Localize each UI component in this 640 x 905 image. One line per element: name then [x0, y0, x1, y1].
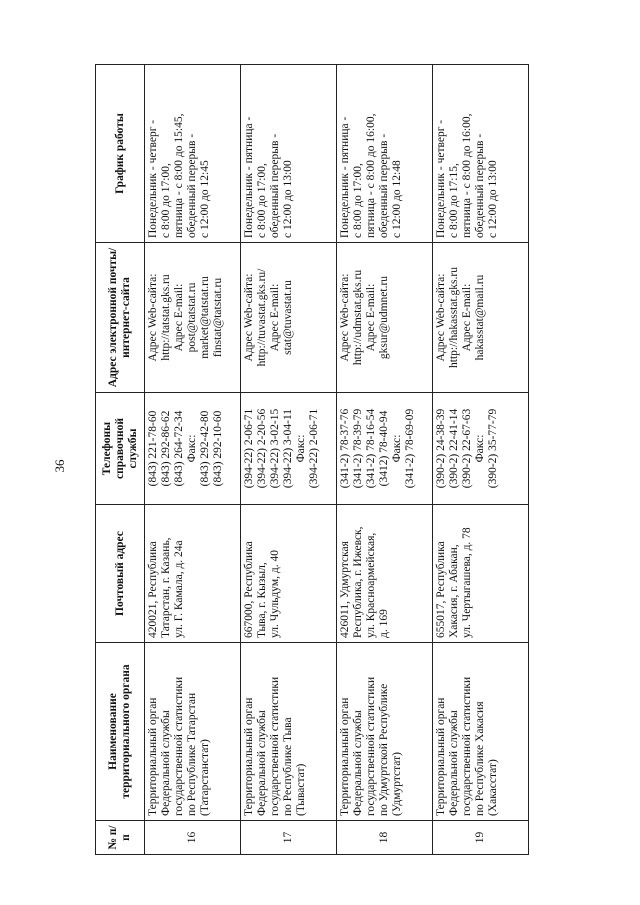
cell-schedule-line: Понедельник - пятница -	[339, 116, 351, 238]
cell-schedule-line: пятница - с 8:00 до 16:00,	[461, 113, 473, 238]
cell-web	[145, 243, 241, 393]
cell-address-line: д. 169	[378, 609, 390, 638]
cell-web-line: http://hakasstat.gks.ru	[448, 267, 460, 368]
cell-web-line: Адрес Web-сайта:	[435, 273, 447, 362]
cell-address	[145, 505, 241, 643]
cell-phones-line: (394-22) 3-04-11	[282, 408, 294, 489]
cell-schedule-line: обеденный перерыв -	[269, 133, 281, 238]
cell-web	[433, 243, 529, 393]
cell-phones	[241, 393, 337, 505]
cell-name	[337, 643, 433, 821]
cell-phones-line: (394-22) 2-06-71	[308, 408, 320, 489]
cell-web-line: Адрес E-mail:	[461, 283, 473, 352]
cell-phones-line: (843) 292-86-62	[160, 410, 172, 487]
cell-schedule-line: с 12:00 до 12:48	[391, 160, 403, 238]
cell-schedule-line: Понедельник - пятница -	[243, 116, 255, 238]
header-num: № п/п	[96, 821, 145, 855]
cell-web-line: finstat@tatstat.ru	[212, 277, 224, 358]
cell-web-line: Адрес Web-сайта:	[339, 273, 351, 362]
cell-name-line: Федеральной службы	[256, 710, 268, 816]
cell-address-line: ул. Г. Камала, д. 24а	[173, 540, 185, 638]
cell-name-line: (Татарстанстат)	[199, 739, 211, 816]
cell-name-line: Территориальный орган	[243, 697, 255, 816]
cell-schedule-line: с 8:00 до 17:00,	[160, 163, 172, 238]
cell-web-line: hakasstat@mail.ru	[474, 274, 486, 361]
cell-web-line: post@tatstat.ru	[186, 282, 198, 353]
cell-web-line: http://tuvastat.gks.ru/	[256, 268, 268, 367]
table-row	[433, 65, 529, 855]
cell-schedule	[145, 65, 241, 243]
cell-name-line: государственной статистики	[173, 676, 185, 816]
cell-name	[433, 643, 529, 821]
cell-phones-line: (390-2) 24-38-39	[435, 408, 447, 489]
cell-num: 18	[337, 821, 433, 855]
cell-address-line: ул. Красноармейская,	[365, 532, 377, 638]
cell-name-line: Территориальный орган	[147, 697, 159, 816]
cell-phones-line: (843) 292-10-60	[212, 410, 224, 487]
cell-name-line: Федеральной службы	[160, 710, 172, 816]
cell-schedule	[337, 65, 433, 243]
header-address: Почтовый адрес	[96, 505, 145, 643]
cell-address-line: 655017, Республика	[435, 541, 447, 638]
cell-name-line: по Удмуртской Республике	[378, 683, 390, 816]
cell-phones-line: Факс:	[474, 434, 486, 463]
cell-name-line: (Удмуртстат)	[391, 752, 403, 816]
cell-phones	[337, 393, 433, 505]
cell-phones-line: (394-22) 2-20-56	[256, 408, 268, 489]
cell-name-line: государственной статистики	[269, 676, 281, 816]
cell-name-line: Федеральной службы	[352, 710, 364, 816]
cell-web-line: market@tatstat.ru	[199, 276, 211, 359]
cell-web-line: gksur@udmnet.ru	[378, 275, 390, 360]
cell-web-line: http://udmstat.gks.ru	[352, 269, 364, 366]
cell-phones-line: Факс:	[186, 434, 198, 463]
cell-phones-line: Факс:	[295, 434, 307, 463]
header-web: Адрес электронной почты/ интернет-сайта	[96, 243, 145, 393]
cell-address-line: 420021, Республика	[147, 541, 159, 638]
cell-phones-line: (394-22) 3-02-15	[269, 408, 281, 489]
cell-schedule	[433, 65, 529, 243]
cell-schedule	[241, 65, 337, 243]
cell-name-line: по Республике Хакасия	[474, 701, 486, 816]
cell-name-line: государственной статистики	[461, 676, 473, 816]
cell-address	[241, 505, 337, 643]
cell-phones-line: (3412) 78-40-94	[378, 410, 390, 487]
cell-address-line: Республика, г. Ижевск,	[352, 526, 364, 638]
cell-phones-line: (341-2) 78-16-54	[365, 408, 377, 489]
cell-name-line: по Республике Татарстан	[186, 692, 198, 816]
cell-web	[337, 243, 433, 393]
cell-schedule-line: Понедельник - четверг -	[147, 119, 159, 238]
cell-phones-line: (843) 221-78-60	[147, 410, 159, 487]
cell-schedule-line: с 12:00 до 13:00	[282, 160, 294, 238]
cell-phones-line: (390-2) 35-77-79	[487, 408, 499, 489]
cell-name-line: Территориальный орган	[435, 697, 447, 816]
cell-address-line: 667000, Республика	[243, 541, 255, 638]
cell-phones	[145, 393, 241, 505]
cell-address	[433, 505, 529, 643]
table-row	[241, 65, 337, 855]
cell-address-line: Татарстан, г. Казань,	[160, 537, 172, 638]
cell-phones-line: (390-2) 22-41-14	[448, 408, 460, 489]
table-row	[145, 65, 241, 855]
offices-table	[95, 64, 529, 855]
cell-name-line: (Хакасстат)	[487, 759, 499, 816]
cell-name	[241, 643, 337, 821]
cell-web-line: Адрес Web-сайта:	[243, 273, 255, 362]
cell-name-line: государственной статистики	[365, 676, 377, 816]
cell-web-line: Адрес Web-сайта:	[147, 273, 159, 362]
table-row	[337, 65, 433, 855]
cell-address-line: Тыва, г. Кызыл,	[256, 562, 268, 638]
cell-schedule-line: Понедельник - четверг -	[435, 119, 447, 238]
cell-phones-line: (390-2) 22-67-63	[461, 408, 473, 489]
cell-schedule-line: обеденный перерыв -	[378, 133, 390, 238]
cell-schedule-line: с 12:00 до 12:45	[199, 160, 211, 238]
cell-schedule-line: с 8:00 до 17:00,	[352, 163, 364, 238]
cell-phones-line: (394-22) 2-06-71	[243, 408, 255, 489]
cell-web	[241, 243, 337, 393]
cell-phones-line: (843) 292-42-80	[199, 410, 211, 487]
cell-num: 16	[145, 821, 241, 855]
cell-num: 19	[433, 821, 529, 855]
cell-name-line: Территориальный орган	[339, 697, 351, 816]
cell-schedule-line: с 8:00 до 17:00,	[256, 163, 268, 238]
header-phones: Телефоны справочной службы	[96, 393, 145, 505]
cell-address	[337, 505, 433, 643]
cell-web-line: Адрес E-mail:	[173, 283, 185, 352]
cell-phones-line: (341-2) 78-69-09	[404, 408, 416, 489]
cell-phones-line: (341-2) 78-39-79	[352, 408, 364, 489]
cell-name-line: по Республике Тыва	[282, 717, 294, 816]
cell-phones-line: (843) 264-72-34	[173, 410, 185, 487]
cell-phones-line: Факс:	[391, 434, 403, 463]
cell-name-line: (Тывастат)	[295, 763, 307, 816]
table-body	[145, 65, 529, 855]
cell-phones-line: (341-2) 78-37-76	[339, 408, 351, 489]
cell-web-line: stat@tuvastat.ru	[282, 280, 294, 355]
header-schedule: График работы	[96, 65, 145, 243]
cell-address-line: ул. Чульдум, д. 40	[269, 549, 281, 638]
cell-schedule-line: обеденный перерыв -	[186, 133, 198, 238]
cell-schedule-line: пятница - с 8:00 до 15:45,	[173, 113, 185, 238]
cell-web-line: Адрес E-mail:	[269, 283, 281, 352]
page-number: 36	[52, 459, 67, 473]
cell-num: 17	[241, 821, 337, 855]
cell-address-line: Хакасия, г. Абакан,	[448, 544, 460, 638]
cell-schedule-line: с 8:00 до 17:15,	[448, 163, 460, 238]
cell-address-line: 426011, Удмуртская	[339, 541, 351, 638]
header-name: Наименование территориального органа	[96, 643, 145, 821]
cell-name	[145, 643, 241, 821]
cell-schedule-line: пятница - с 8:00 до 16:00,	[365, 113, 377, 238]
cell-address-line: ул. Чертыгашева, д. 78	[461, 527, 473, 638]
rotated-table-container	[95, 65, 535, 855]
cell-name-line: Федеральной службы	[448, 710, 460, 816]
cell-schedule-line: с 12:00 до 13:00	[487, 160, 499, 238]
cell-phones	[433, 393, 529, 505]
cell-web-line: Адрес E-mail:	[365, 283, 377, 352]
cell-schedule-line: обеденный перерыв -	[474, 133, 486, 238]
cell-web-line: http://tatstat.gks.ru	[160, 274, 172, 361]
table-header-row	[96, 65, 145, 855]
